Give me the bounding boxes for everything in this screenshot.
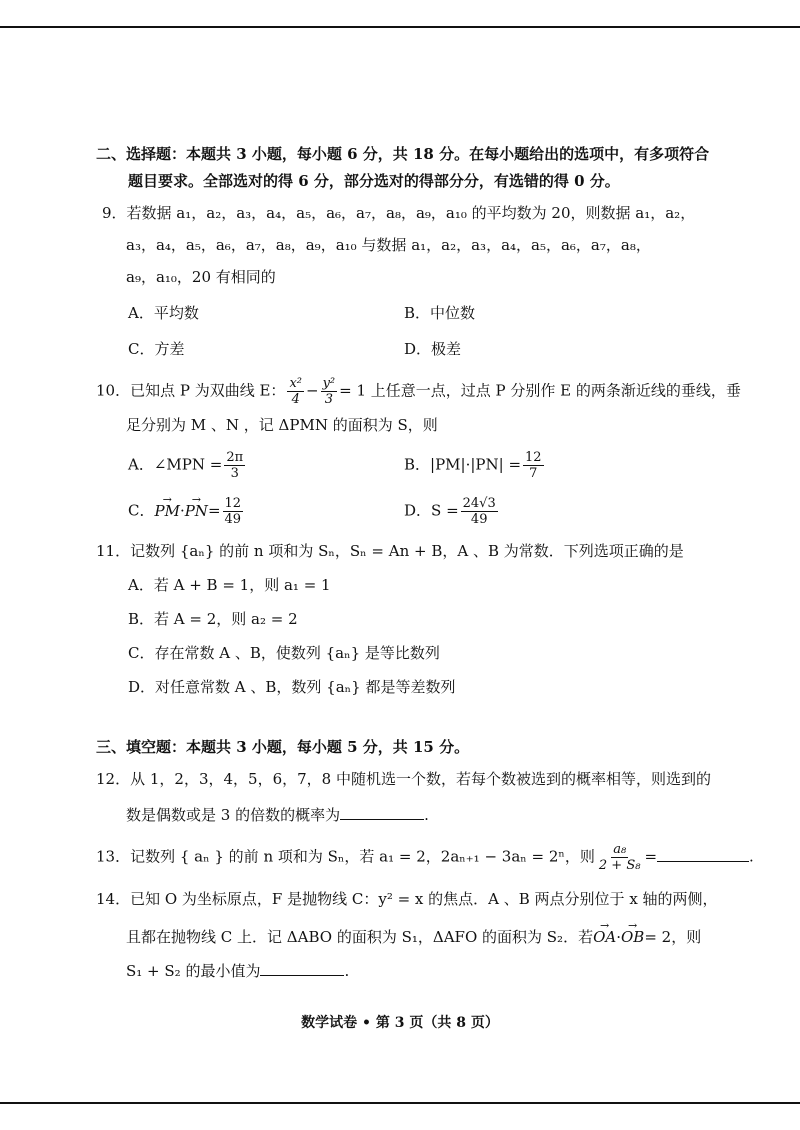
- q12-line2-end: .: [424, 806, 429, 824]
- q10-option-b-text: B．|PM|·|PN| =: [404, 455, 522, 474]
- q10-option-c-dot: ·: [179, 501, 185, 520]
- q9-option-c: C．方差: [128, 340, 185, 358]
- q13-frac-num: a₈: [613, 842, 627, 857]
- q10-option-a-num: 2π: [226, 450, 244, 465]
- q13-text: 13．记数列 { aₙ } 的前 n 项和为 Sₙ，若 a₁ = 2，2aₙ₊₁ − 3aₙ = 2ⁿ，则: [96, 847, 595, 866]
- q9-line2: a₃，a₄，a₅，a₆，a₇，a₈，a₉，a₁₀ 与数据 a₁，a₂，a₃，a₄，a₅，a₆，a₇，a₈，: [126, 236, 651, 254]
- q9-line1: 9．若数据 a₁，a₂，a₃，a₄，a₅，a₆，a₇，a₈，a₉，a₁₀ 的平均数为 20，则数据 a₁，a₂，: [102, 204, 696, 222]
- q10-option-d-frac: [461, 496, 498, 527]
- q11-option-b: B．若 A = 2，则 a₂ = 2: [128, 610, 298, 628]
- q13-frac: [597, 842, 643, 873]
- q10-option-a-text: A．∠MPN =: [128, 455, 223, 474]
- q10-option-b-den: 7: [529, 466, 538, 481]
- q10-option-b-frac: [523, 450, 544, 481]
- q13-end: .: [749, 847, 754, 866]
- q14-line1: 14．已知 O 为坐标原点，F 是抛物线 C：y² = x 的焦点．A 、B 两点分别位于 x 轴的两侧，: [96, 890, 718, 908]
- q10-option-b: [404, 450, 546, 481]
- q9-option-d: D．极差: [404, 340, 462, 358]
- q14-dot: ·: [616, 928, 621, 946]
- q10-option-a-frac: [224, 450, 245, 481]
- q10-option-c-eq: =: [207, 501, 221, 520]
- q13-answer-blank[interactable]: [657, 861, 749, 862]
- q10-option-a-den: 3: [230, 466, 239, 481]
- q12-line2-text: 数是偶数或是 3 的倍数的概率为: [126, 806, 341, 824]
- q12-answer-blank[interactable]: [340, 819, 424, 820]
- q10-frac-y-den: 3: [324, 392, 333, 407]
- q10-line1-suffix: = 1 上任意一点，过点 P 分别作 E 的两条渐近线的垂线，垂: [339, 381, 741, 400]
- q14-line2-text: 且都在抛物线 C 上．记 ΔABO 的面积为 S₁，ΔAFO 的面积为 S₂．若: [126, 928, 594, 946]
- page-footer: 数学试卷 • 第 3 页（共 8 页）: [301, 1015, 499, 1031]
- top-rule: [0, 26, 800, 28]
- q12-line1: 12．从 1，2，3，4，5，6，7，8 中随机选一个数，若每个数被选到的概率相等，则选到的: [96, 770, 711, 788]
- q14-line3-end: .: [344, 962, 350, 980]
- q10-line1-prefix: 10．已知点 P 为双曲线 E：: [96, 381, 286, 400]
- q10-option-d-text: D．S =: [404, 501, 459, 520]
- q11-option-c: C．存在常数 A 、B，使数列 {aₙ} 是等比数列: [128, 644, 440, 662]
- q10-frac-x: [287, 376, 304, 407]
- q11-option-a: A．若 A + B = 1，则 a₁ = 1: [128, 576, 331, 594]
- q10-line2: 足分别为 M 、N ，记 ΔPMN 的面积为 S，则: [126, 416, 438, 434]
- q9-option-b: B．中位数: [404, 304, 476, 322]
- q9-option-a: A．平均数: [128, 304, 199, 322]
- q10-option-a: [128, 450, 247, 481]
- q10-minus: −: [305, 381, 319, 400]
- q10-option-c-frac: [223, 496, 244, 527]
- q10-vector-pn: → PN: [185, 500, 208, 522]
- q10-option-c: [128, 496, 245, 527]
- q10-option-d-den: 49: [470, 512, 488, 527]
- q10-vector-pm: → PM: [154, 500, 179, 522]
- q10-option-c-num: 12: [224, 496, 242, 511]
- q12-line2: [126, 804, 429, 826]
- q14-line2: [126, 926, 701, 948]
- q10-frac-y-num: y²: [322, 376, 336, 391]
- q10-frac-y: [321, 376, 338, 407]
- q10-option-b-num: 12: [525, 450, 542, 465]
- q14-line2-end: = 2，则: [644, 928, 702, 946]
- section2-heading-line1: 二、选择题：本题共 3 小题，每小题 6 分，共 18 分。在每小题给出的选项中，有多项符合: [96, 145, 710, 163]
- q10-option-d: [404, 496, 500, 527]
- q10-option-c-den: 49: [224, 512, 242, 527]
- q14-line3: [126, 960, 349, 982]
- q14-answer-blank[interactable]: [260, 975, 344, 976]
- q13-frac-den: 2 + S₈: [598, 858, 641, 873]
- q10-line1: [96, 376, 741, 407]
- q13-line: [96, 842, 754, 873]
- q14-vector-ob: → OB: [621, 926, 644, 948]
- q10-frac-x-num: x²: [289, 376, 302, 391]
- section2-heading-line2: 题目要求。全部选对的得 6 分，部分选对的得部分分，有选错的得 0 分。: [128, 172, 620, 190]
- q11-line1: 11．记数列 {aₙ} 的前 n 项和为 Sₙ，Sₙ = An + B，A 、B 为常数．下列选项正确的是: [96, 542, 684, 560]
- section3-heading: 三、填空题：本题共 3 小题，每小题 5 分，共 15 分。: [96, 738, 470, 756]
- q14-line3-text: S₁ + S₂ 的最小值为: [126, 962, 261, 980]
- q13-eq: =: [644, 847, 658, 866]
- q10-frac-x-den: 4: [291, 392, 300, 407]
- q9-line3: a₉，a₁₀，20 有相同的: [126, 268, 276, 286]
- q11-option-d: D．对任意常数 A 、B，数列 {aₙ} 都是等差数列: [128, 678, 456, 696]
- bottom-rule: [0, 1102, 800, 1104]
- q14-vector-oa: → OA: [593, 926, 616, 948]
- q10-option-d-num: 24√3: [462, 496, 496, 511]
- q10-option-c-label: C．: [128, 501, 155, 520]
